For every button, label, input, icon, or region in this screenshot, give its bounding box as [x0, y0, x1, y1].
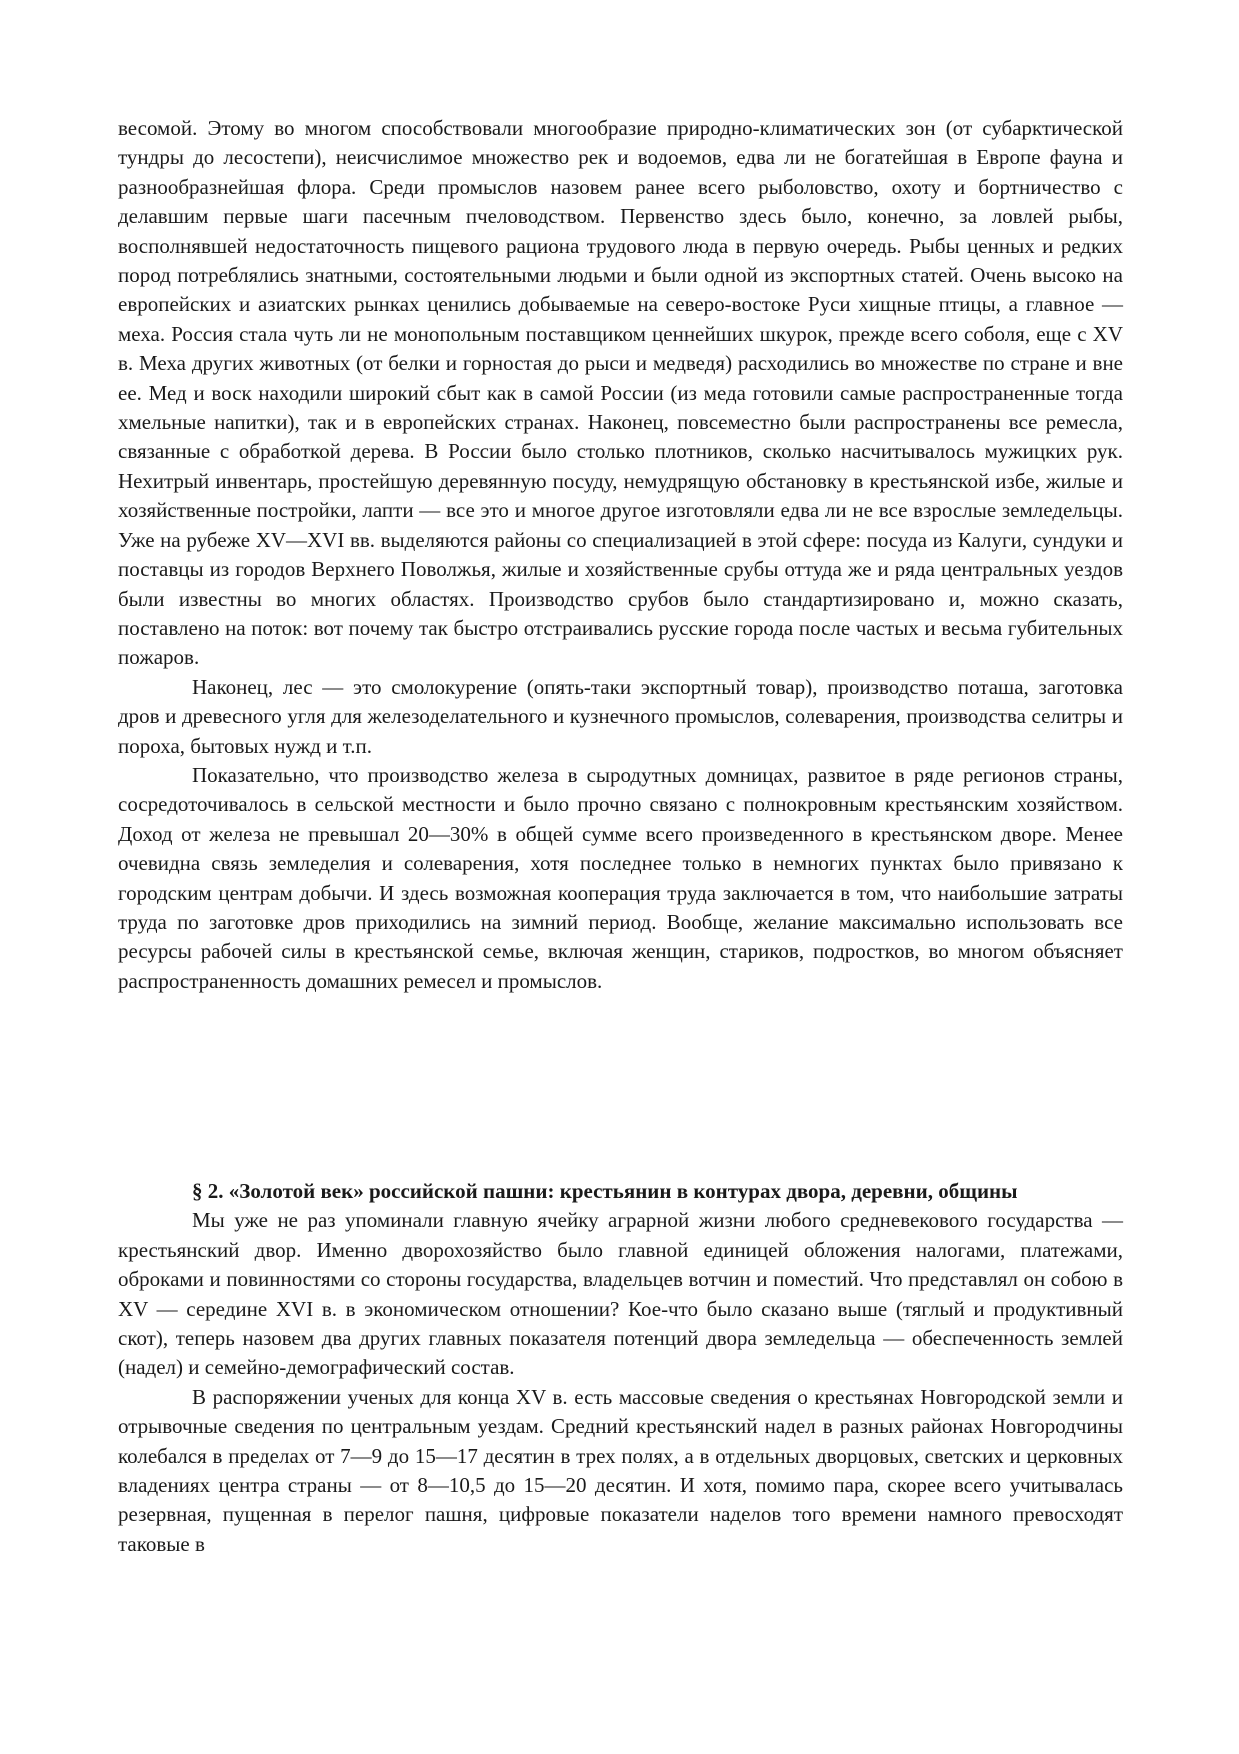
section-2: [118, 1177, 1123, 1559]
section-heading: § 2. «Золотой век» российской пашни: крестьянин в контурах двора, деревни, общины: [192, 1179, 1018, 1203]
section-paragraph: Мы уже не раз упоминали главную ячейку аграрной жизни любого средневекового государства — крестьянский двор. Именно дворохозяйство было главной единицей обложения налогами, платежами, оброками и повинностями со стороны государства, владельцев вотчин и поместий. Что представлял он собою в XV — середине XVI в. в экономическом отношении? Кое-что было сказано выше (тяглый и продуктивный скот), теперь назовем два других главных показателя потенций двора земледельца — обеспеченность землей (надел) и семейно-демографический состав.: [118, 1208, 1123, 1380]
paragraph-forest: Наконец, лес — это смолокурение (опять-таки экспортный товар), производство поташа, заготовка дров и древесного угля для железоделательного и кузнечного промыслов, солеварения, производства селитры и пороха, бытовых нужд и т.п.: [118, 674, 1123, 758]
body-text-top: [118, 114, 1123, 996]
section-paragraph: В распоряжении ученых для конца XV в. есть массовые сведения о крестьянах Новгородской земли и отрывочные сведения по центральным уездам. Средний крестьянский надел в разных районах Новгородчины колебался в пределах от 7—9 до 15—17 десятин в трех полях, а в отдельных дворцовых, светских и церковных владениях центра страны — от 8—10,5 до 15—20 десятин. И хотя, помимо пара, скорее всего учитывалась резервная, пущенная в перелог пашня, цифровые показатели наделов того времени намного превосходят таковые в: [118, 1384, 1123, 1556]
paragraph-iron: Показательно, что производство железа в сыродутных домницах, развитое в ряде регионов страны, сосредоточивалось в сельской местности и было прочно связано с полнокровным крестьянским хозяйством. Доход от железа не превышал 20—30% в общей сумме всего произведенного в крестьянском дворе. Менее очевидна связь земледелия и солеварения, хотя последнее только в немногих пунктах было привязано к городским центрам добычи. И здесь возможная кооперация труда заключается в том, что наибольшие затраты труда по заготовке дров приходились на зимний период. Вообще, желание максимально использовать все ресурсы рабочей силы в крестьянской семье, включая женщин, стариков, подростков, во многом объясняет распространенность домашних ремесел и промыслов.: [118, 762, 1123, 993]
paragraph-continuation: весомой. Этому во многом способствовали многообразие природно-климатических зон (от субарктической тундры до лесостепи), неисчислимое множество рек и водоемов, едва ли не богатейшая в Европе фауна и разнообразнейшая флора. Среди промыслов назовем ранее всего рыболовство, охоту и бортничество с делавшим первые шаги пасечным пчеловодством. Первенство здесь было, конечно, за ловлей рыбы, восполнявшей недостаточность пищевого рациона трудового люда в первую очередь. Рыбы ценных и редких пород потреблялись знатными, состоятельными людьми и были одной из экспортных статей. Очень высоко на европейских и азиатских рынках ценились добываемые на северо-востоке Руси хищные птицы, а главное — меха. Россия стала чуть ли не монопольным поставщиком ценнейших шкурок, прежде всего соболя, еще с XV в. Меха других животных (от белки и горностая до рыси и медведя) расходились во множестве по стране и вне ее. Мед и воск находили широкий сбыт как в самой России (из меда готовили самые распространенные тогда хмельные напитки), так и в европейских странах. Наконец, повсеместно были распространены все ремесла, связанные с обработкой дерева. В России было столько плотников, сколько насчитывалось мужицких рук. Нехитрый инвентарь, простейшую деревянную посуду, немудрящую обстановку в крестьянской избе, жилые и хозяйственные постройки, лапти — все это и многое другое изготовляли едва ли не все взрослые земледельцы. Уже на рубеже XV—XVI вв. выделяются районы со специализацией в этой сфере: посуда из Калуги, сундуки и поставцы из городов Верхнего Поволжья, жилые и хозяйственные срубы оттуда же и ряда центральных уездов были известны во многих областях. Производство срубов было стандартизировано и, можно сказать, поставлено на поток: вот почему так быстро отстраивались русские города после частых и весьма губительных пожаров.: [118, 116, 1123, 670]
